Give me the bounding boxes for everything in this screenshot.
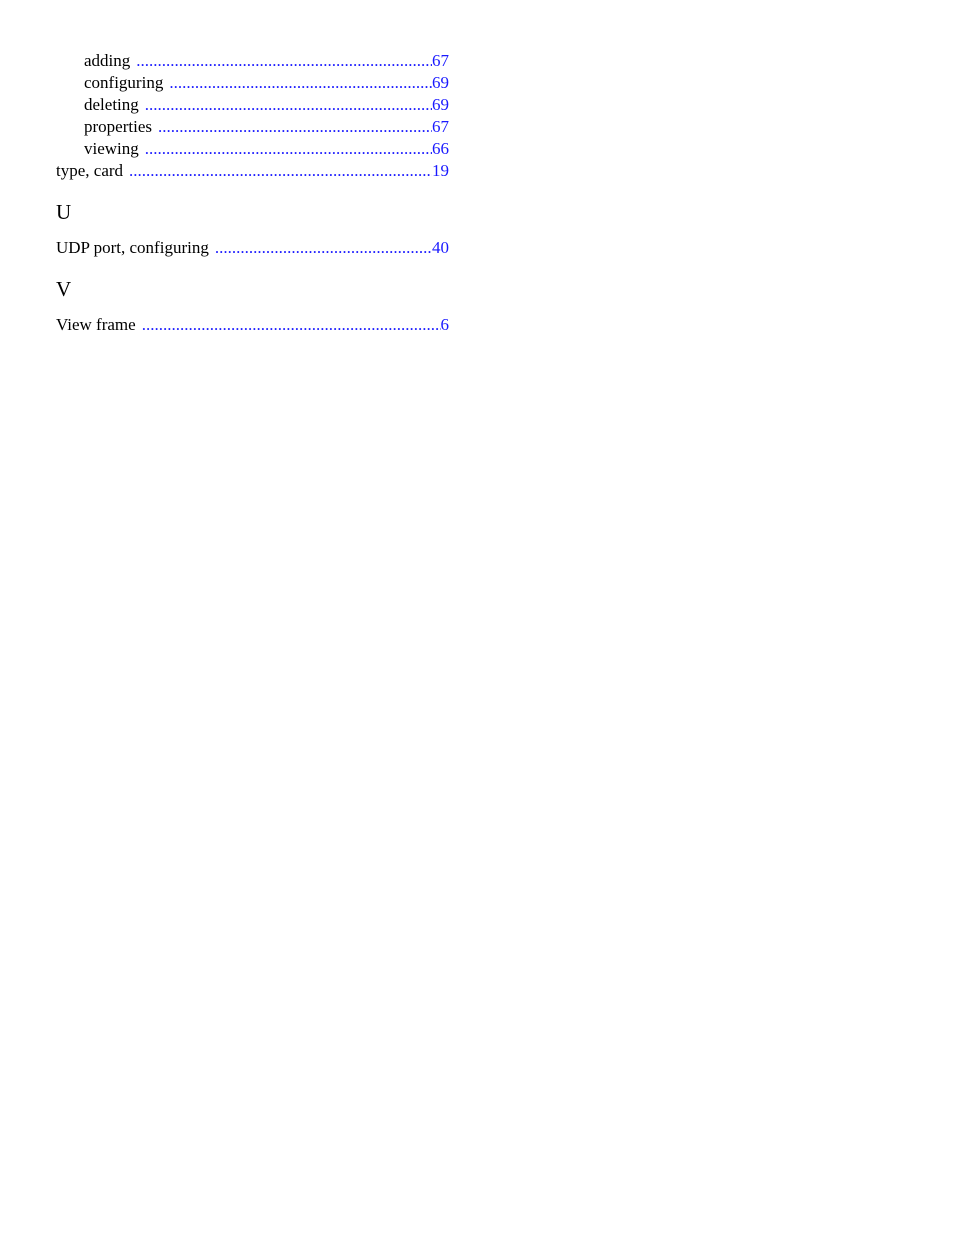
index-entry <box>56 72 449 94</box>
index-term: deleting <box>84 95 139 114</box>
index-section-v <box>56 276 449 336</box>
dot-leader <box>158 116 432 138</box>
dot-leader <box>136 50 432 72</box>
page-link[interactable]: 69 <box>432 95 449 114</box>
page-link[interactable]: 6 <box>440 315 449 334</box>
dot-leader <box>169 72 432 94</box>
page-link[interactable]: 67 <box>432 51 449 70</box>
index-entry <box>56 314 449 336</box>
index-entry <box>56 94 449 116</box>
index-term: UDP port, configuring <box>56 238 209 257</box>
page-link[interactable]: 69 <box>432 73 449 92</box>
index-entry <box>56 160 449 182</box>
index-term: viewing <box>84 139 139 158</box>
index-term: configuring <box>84 73 164 92</box>
index-entry <box>56 138 449 160</box>
index-term: properties <box>84 117 152 136</box>
index-term: View frame <box>56 315 136 334</box>
index-term: adding <box>84 51 131 70</box>
dot-leader <box>145 94 432 116</box>
dot-leader <box>215 237 432 259</box>
page-link[interactable]: 67 <box>432 117 449 136</box>
index-entry <box>56 237 449 259</box>
section-letter-heading: U <box>56 200 72 224</box>
page-link[interactable]: 40 <box>432 238 449 257</box>
index-entry <box>56 50 449 72</box>
index-term: type, card <box>56 161 124 180</box>
page-link[interactable]: 19 <box>432 161 449 180</box>
index-section-t-continued <box>56 50 449 182</box>
index-section-u <box>56 199 449 259</box>
index-page <box>56 50 449 336</box>
dot-leader <box>145 138 432 160</box>
page-link[interactable]: 66 <box>432 139 449 158</box>
index-entry <box>56 116 449 138</box>
section-letter-heading: V <box>56 277 72 301</box>
dot-leader <box>142 314 441 336</box>
dot-leader <box>129 160 432 182</box>
